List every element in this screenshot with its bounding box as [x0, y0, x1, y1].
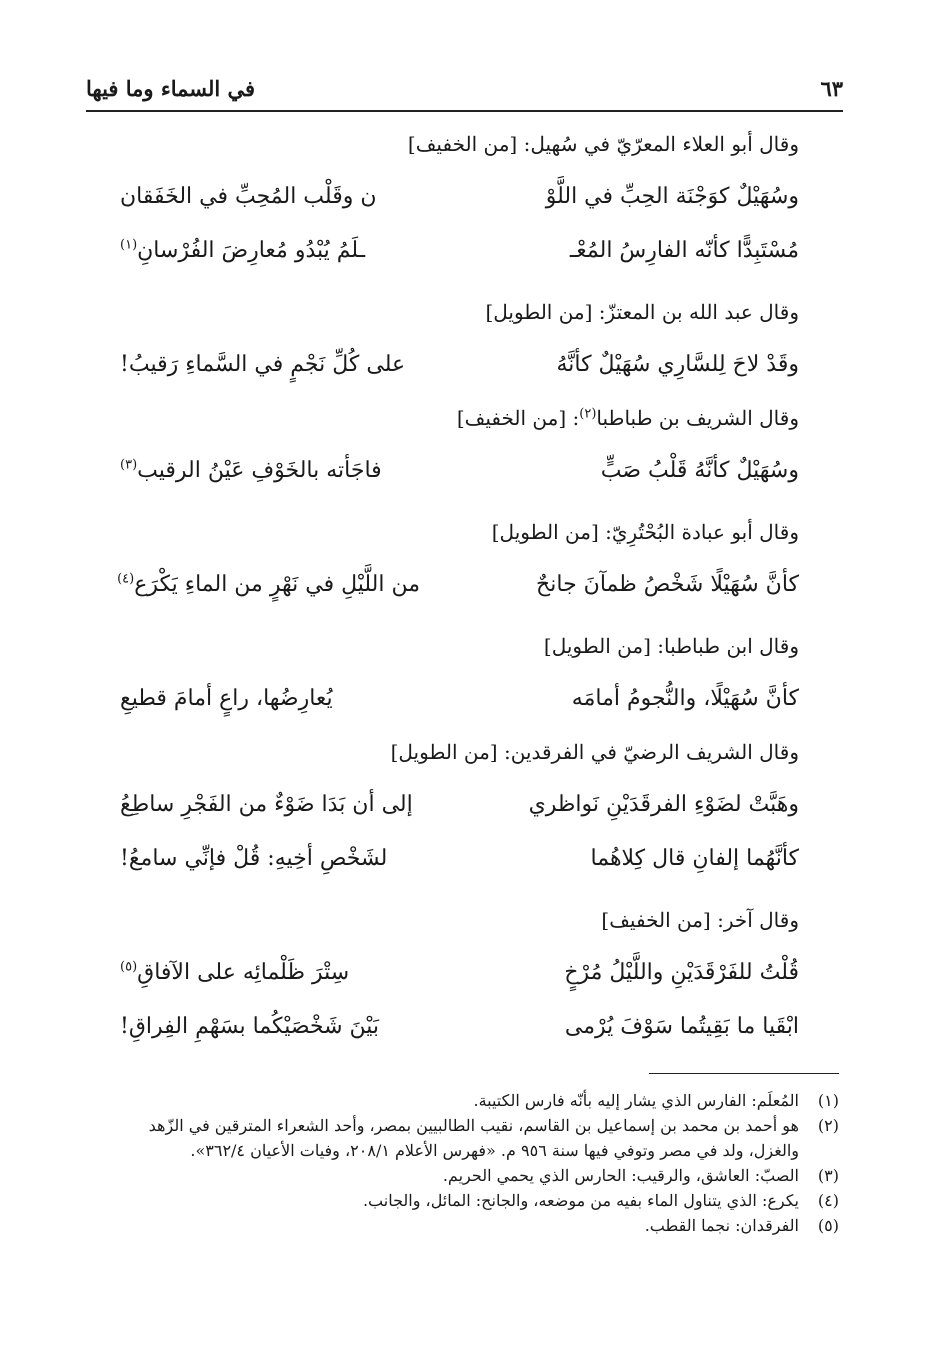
verse	[120, 338, 799, 392]
first-hemistich: وسُهَيْلٌ كأنَّهُ قَلْبُ صَبٍّ	[600, 458, 799, 483]
footnote	[100, 1163, 839, 1188]
footnote-number: (٣)	[817, 1166, 839, 1185]
footnote-text: هو أحمد بن محمد بن إسماعيل بن القاسم، نقيب الطالبيين بمصر، وأحد الشعراء المترقين في الزّهد والغزل، ولد في مصر وتوفي فيها سنة ٩٥٦ م. «فهرس الأعلام ٢٠٨/١، وفيات الأعيان ٣٦٢/٤».	[148, 1116, 799, 1160]
second-hemistich: لشَخْصِ أخِيهِ: قُلْ فإنِّي سامعُ!	[120, 846, 388, 871]
header-rule	[86, 110, 843, 112]
first-hemistich: مُسْتَبِدًّا كأنّه الفارِسُ المُعْـ	[569, 238, 799, 263]
first-hemistich: وسُهَيْلٌ كوَجْنَة الحِبِّ في اللَّوْ	[545, 184, 799, 209]
first-hemistich: كأنَّ سُهَيْلًا شَخْصُ ظمآنَ جانحٌ	[536, 572, 799, 597]
footnotes	[100, 1088, 839, 1238]
verse	[120, 832, 799, 886]
first-hemistich: كأنَّ سُهَيْلًا، والنُّجومُ أمامَه	[571, 686, 799, 711]
footnote-text: يكرع: الذي يتناول الماء بفيه من موضعه، والجانح: المائل، والجانب.	[362, 1191, 799, 1210]
verse	[117, 558, 799, 612]
footnote	[100, 1088, 839, 1113]
footnote-rule	[649, 1073, 839, 1074]
first-hemistich: ابْقَيا ما بَقِيتُما سَوْفَ يُرْمى	[564, 1014, 799, 1039]
footnote-text: الصبّ: العاشق، والرقيب: الحارس الذي يحمي الحريم.	[442, 1166, 799, 1185]
poem-intro: وقال الشريف الرضيّ في الفرقدين: [من الطويل]	[390, 740, 799, 764]
poem-intro: وقال الشريف بن طباطبا$^{(٢)}$: [من الخفيف]	[456, 406, 799, 430]
footnote-number: (١)	[817, 1091, 839, 1110]
first-hemistich: كأنَّهُما إلفانِ قال كِلاهُما	[590, 846, 799, 871]
poem-body	[117, 118, 799, 1054]
poem-intro: وقال ابن طباطبا: [من الطويل]	[543, 634, 799, 658]
page-number: ٦٣	[820, 75, 843, 101]
second-hemistich: يُعارِضُها، راعٍ أمامَ قطيعِ	[120, 686, 333, 711]
running-header	[86, 68, 843, 108]
second-hemistich: ن وقَلْب المُحِبِّ في الخَفَقان	[120, 184, 377, 209]
poem-intro: وقال أبو عبادة البُحْتُرِيّ: [من الطويل]	[491, 520, 799, 544]
first-hemistich: وهَبَّتْ لضَوْءِ الفرقَدَيْنِ نَواظري	[528, 792, 799, 817]
poem-intro: وقال عبد الله بن المعتزّ: [من الطويل]	[485, 300, 799, 324]
verse	[120, 170, 799, 224]
footnote	[100, 1213, 839, 1238]
footnote-number: (٥)	[817, 1216, 839, 1235]
verse	[120, 946, 799, 1000]
verse	[120, 224, 799, 278]
poem-intro: وقال أبو العلاء المعرّيّ في سُهيل: [من الخفيف]	[407, 132, 799, 156]
footnote-text: المُعلَم: الفارس الذي يشار إليه بأنّه فارس الكتيبة.	[473, 1091, 799, 1110]
first-hemistich: قُلْتُ للفَرْقَدَيْنِ واللَّيْلُ مُرْخٍ	[564, 960, 799, 985]
footnote	[100, 1113, 839, 1163]
second-hemistich: بَيْنَ شَخْصَيْكُما بسَهْمِ الفِراقِ!	[120, 1014, 380, 1039]
footnote-ref: (٣)	[120, 457, 138, 473]
second-hemistich: إلى أن بَدَا ضَوْءٌ من الفَجْرِ ساطِعُ	[120, 792, 413, 817]
second-hemistich: ـلَمُ يُبْدُو مُعارِضَ الفُرْسانِ$^{(١)}$	[120, 237, 366, 263]
second-hemistich: من اللَّيْلِ في نَهْرٍ من الماءِ يَكْرَع$^{(٤)}$	[117, 571, 420, 597]
footnote-number: (٢)	[817, 1116, 839, 1135]
second-hemistich: فاجَأته بالخَوْفِ عَيْنُ الرقيب$^{(٣)}$	[120, 457, 382, 483]
poem-intro: وقال آخر: [من الخفيف]	[601, 908, 799, 932]
footnote-ref: (٥)	[120, 959, 138, 975]
footnote-ref: (٤)	[117, 571, 135, 587]
chapter-title: في السماء وما فيها	[86, 75, 256, 101]
footnote-number: (٤)	[817, 1191, 839, 1210]
verse	[120, 778, 799, 832]
second-hemistich: سِتْرَ ظَلْمائِه على الآفاقِ$^{(٥)}$	[120, 959, 350, 985]
second-hemistich: على كُلِّ نَجْمٍ في السَّماءِ رَقيبُ!	[120, 352, 406, 377]
first-hemistich: وقَدْ لاحَ لِلسَّارِي سُهَيْلٌ كأنَّهُ	[556, 352, 799, 377]
verse	[120, 1000, 799, 1054]
footnote-text: الفرقدان: نجما القطب.	[644, 1216, 799, 1235]
verse	[120, 444, 799, 498]
verse	[120, 672, 799, 726]
footnote	[100, 1188, 839, 1213]
footnote-ref: (١)	[120, 237, 138, 253]
footnote-ref: (٢)	[579, 406, 597, 422]
